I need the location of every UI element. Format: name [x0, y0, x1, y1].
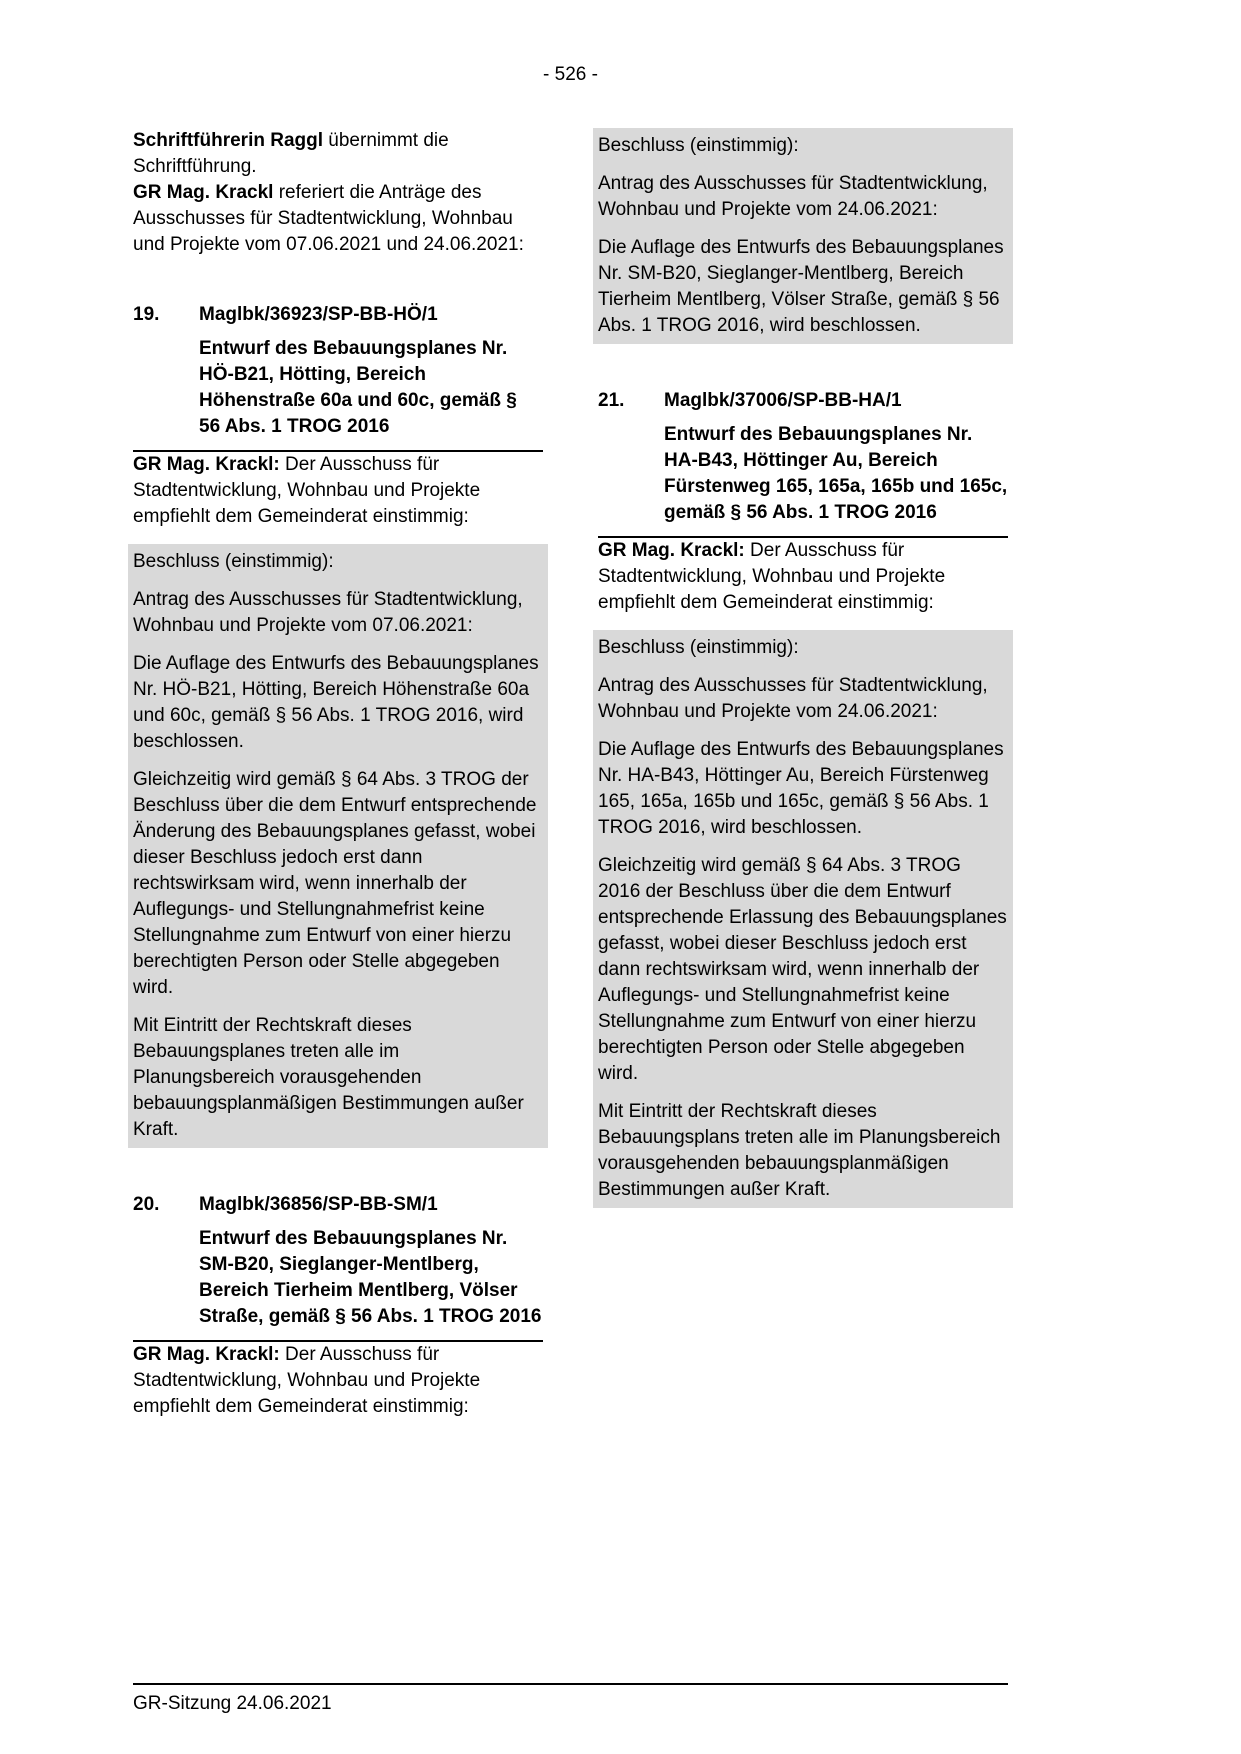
- agenda-item-code: Maglbk/36856/SP-BB-SM/1: [199, 1194, 438, 1215]
- speaker-text: Der Ausschuss für Stadtentwicklung, Wohnbau und Projekte empfiehlt dem Gemeinderat einstimmig:: [133, 1344, 481, 1417]
- agenda-item-title: Entwurf des Bebauungsplanes Nr. HÖ-B21, Hötting, Bereich Höhenstraße 60a und 60c, gemäß § 56 Abs. 1 TROG 2016: [199, 338, 517, 437]
- agenda-item-19-header: [133, 302, 543, 452]
- agenda-item-20-header: [133, 1192, 543, 1342]
- speaker-paragraph: [133, 1342, 543, 1420]
- resolution-block-21: [593, 630, 1013, 1208]
- speaker-text: Der Ausschuss für Stadtentwicklung, Wohnbau und Projekte empfiehlt dem Gemeinderat einstimmig:: [598, 540, 946, 613]
- column-right: [598, 128, 1008, 1208]
- agenda-item-19-row: [133, 302, 543, 328]
- speaker-name: GR Mag. Krackl:: [133, 454, 280, 475]
- resolution-paragraph: Antrag des Ausschusses für Stadtentwicklung, Wohnbau und Projekte vom 24.06.2021:: [598, 173, 988, 220]
- speaker-name: GR Mag. Krackl:: [598, 540, 745, 561]
- clerk-name: Schriftführerin Raggl: [133, 130, 324, 151]
- resolution-block-19: [128, 544, 548, 1148]
- agenda-item-number: 21.: [598, 390, 625, 411]
- speaker-name: GR Mag. Krackl:: [133, 1344, 280, 1365]
- agenda-item-21-header: [598, 388, 1008, 538]
- page-number: - 526 -: [543, 64, 598, 85]
- resolution-paragraph: Mit Eintritt der Rechtskraft dieses Bebauungsplanes treten alle im Planungsbereich vorausgehenden bebauungsplanmäßigen Bestimmungen außer Kraft.: [133, 1015, 524, 1140]
- column-left: [133, 128, 543, 1420]
- resolution-paragraph: Beschluss (einstimmig):: [598, 135, 799, 156]
- resolution-paragraph: Die Auflage des Entwurfs des Bebauungsplanes Nr. SM-B20, Sieglanger-Mentlberg, Bereich Tierheim Mentlberg, Völser Straße, gemäß § 56 Abs. 1 TROG 2016, wird beschlossen.: [598, 237, 1004, 336]
- resolution-paragraph: Die Auflage des Entwurfs des Bebauungsplanes Nr. HÖ-B21, Hötting, Bereich Höhenstraße 60a und 60c, gemäß § 56 Abs. 1 TROG 2016, wird beschlossen.: [133, 653, 539, 752]
- resolution-paragraph: Beschluss (einstimmig):: [598, 637, 799, 658]
- agenda-item-title: Entwurf des Bebauungsplanes Nr. HA-B43, Höttinger Au, Bereich Fürstenweg 165, 165a, 165b und 165c, gemäß § 56 Abs. 1 TROG 2016: [664, 424, 1008, 523]
- agenda-item-20-row: [133, 1192, 543, 1218]
- agenda-item-code: Maglbk/36923/SP-BB-HÖ/1: [199, 304, 438, 325]
- agenda-item-number: 20.: [133, 1194, 160, 1215]
- resolution-paragraph: Mit Eintritt der Rechtskraft dieses Bebauungsplans treten alle im Planungsbereich vorausgehenden bebauungsplanmäßigen Bestimmungen außer Kraft.: [598, 1101, 1001, 1200]
- referent-name: GR Mag. Krackl: [133, 182, 274, 203]
- agenda-item-21-row: [598, 388, 1008, 414]
- agenda-item-number: 19.: [133, 304, 160, 325]
- referent-paragraph: [133, 180, 543, 258]
- resolution-paragraph: Antrag des Ausschusses für Stadtentwicklung, Wohnbau und Projekte vom 07.06.2021:: [133, 589, 523, 636]
- clerk-text: übernimmt die Schriftführung.: [133, 130, 449, 177]
- footer-text: GR-Sitzung 24.06.2021: [133, 1693, 332, 1714]
- speaker-paragraph: [598, 538, 1008, 616]
- resolution-paragraph: Antrag des Ausschusses für Stadtentwicklung, Wohnbau und Projekte vom 24.06.2021:: [598, 675, 988, 722]
- agenda-item-title: Entwurf des Bebauungsplanes Nr. SM-B20, Sieglanger-Mentlberg, Bereich Tierheim Mentlberg, Völser Straße, gemäß § 56 Abs. 1 TROG 2016: [199, 1228, 542, 1327]
- resolution-paragraph: Gleichzeitig wird gemäß § 64 Abs. 3 TROG der Beschluss über die dem Entwurf entsprechende Änderung des Bebauungsplanes gefasst, wobei dieser Beschluss jedoch erst dann rechtswirksam wird, wenn innerhalb der Auflegungs- und Stellungnahmefrist keine Stellungnahme zum Entwurf von einer hierzu berechtigten Person oder Stelle abgegeben wird.: [133, 769, 537, 998]
- resolution-block-20: [593, 128, 1013, 344]
- referent-text: referiert die Anträge des Ausschusses für Stadtentwicklung, Wohnbau und Projekte vom 07.06.2021 und 24.06.2021:: [133, 182, 524, 255]
- speaker-paragraph: [133, 452, 543, 530]
- resolution-paragraph: Die Auflage des Entwurfs des Bebauungsplanes Nr. HA-B43, Höttinger Au, Bereich Fürstenweg 165, 165a, 165b und 165c, gemäß § 56 Abs. 1 TROG 2016, wird beschlossen.: [598, 739, 1004, 838]
- clerk-paragraph: [133, 128, 543, 180]
- resolution-paragraph: Gleichzeitig wird gemäß § 64 Abs. 3 TROG 2016 der Beschluss über die dem Entwurf entsprechende Erlassung des Bebauungsplanes gefasst, wobei dieser Beschluss jedoch erst dann rechtswirksam wird, wenn innerhalb der Auflegungs- und Stellungnahmefrist keine Stellungnahme zum Entwurf von einer hierzu berechtigten Person oder Stelle abgegeben wird.: [598, 855, 1007, 1084]
- footer-rule: [133, 1683, 1008, 1685]
- speaker-text: Der Ausschuss für Stadtentwicklung, Wohnbau und Projekte empfiehlt dem Gemeinderat einstimmig:: [133, 454, 481, 527]
- resolution-paragraph: Beschluss (einstimmig):: [133, 551, 334, 572]
- agenda-item-code: Maglbk/37006/SP-BB-HA/1: [664, 390, 902, 411]
